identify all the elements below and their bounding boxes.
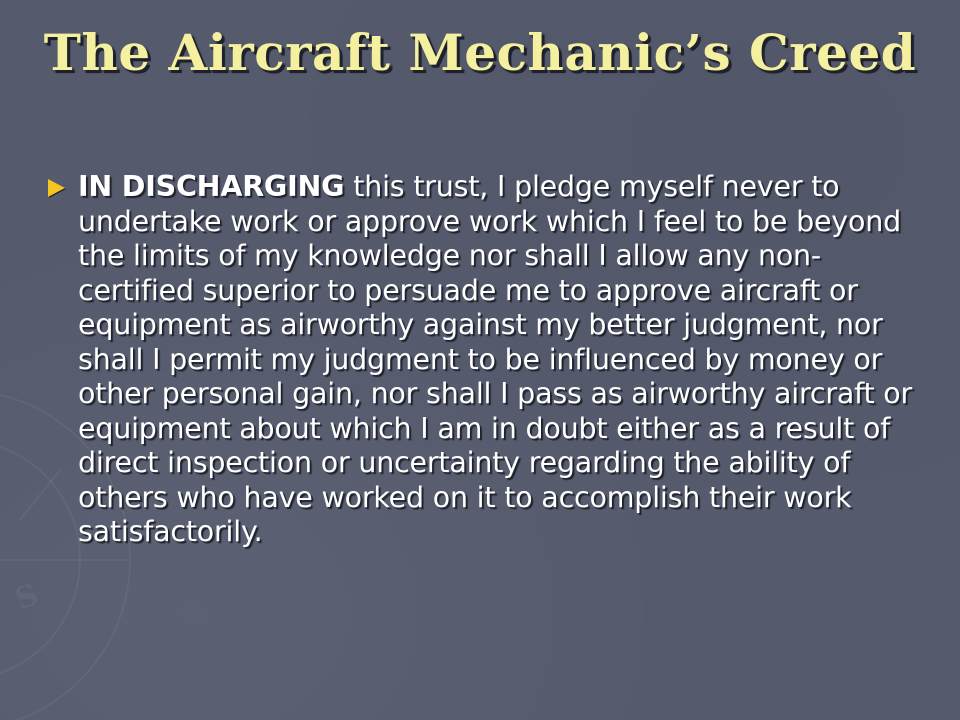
body-bullet-list (48, 170, 923, 550)
bullet-body-text: this trust, I pledge myself never to undertake work or approve work which I feel to be beyond the limits of my knowledge nor shall I allow any non-certified superior to persuade me to approve aircraft or equipment as airworthy against my better judgment, nor shall I permit my judgment to be influenced by money or other personal gain, nor shall I pass as airworthy aircraft or equipment about which I am in doubt either as a result of direct inspection or uncertainty regarding the ability of others who have worked on it to accomplish their work satisfactorily. (78, 170, 913, 548)
svg-text:S: S (10, 577, 44, 618)
slide-title: The Aircraft Mechanic’s Creed (43, 23, 917, 82)
bullet-item (48, 170, 923, 550)
bullet-arrow-icon (48, 179, 65, 197)
bullet-lead-text: IN DISCHARGING (78, 170, 345, 203)
